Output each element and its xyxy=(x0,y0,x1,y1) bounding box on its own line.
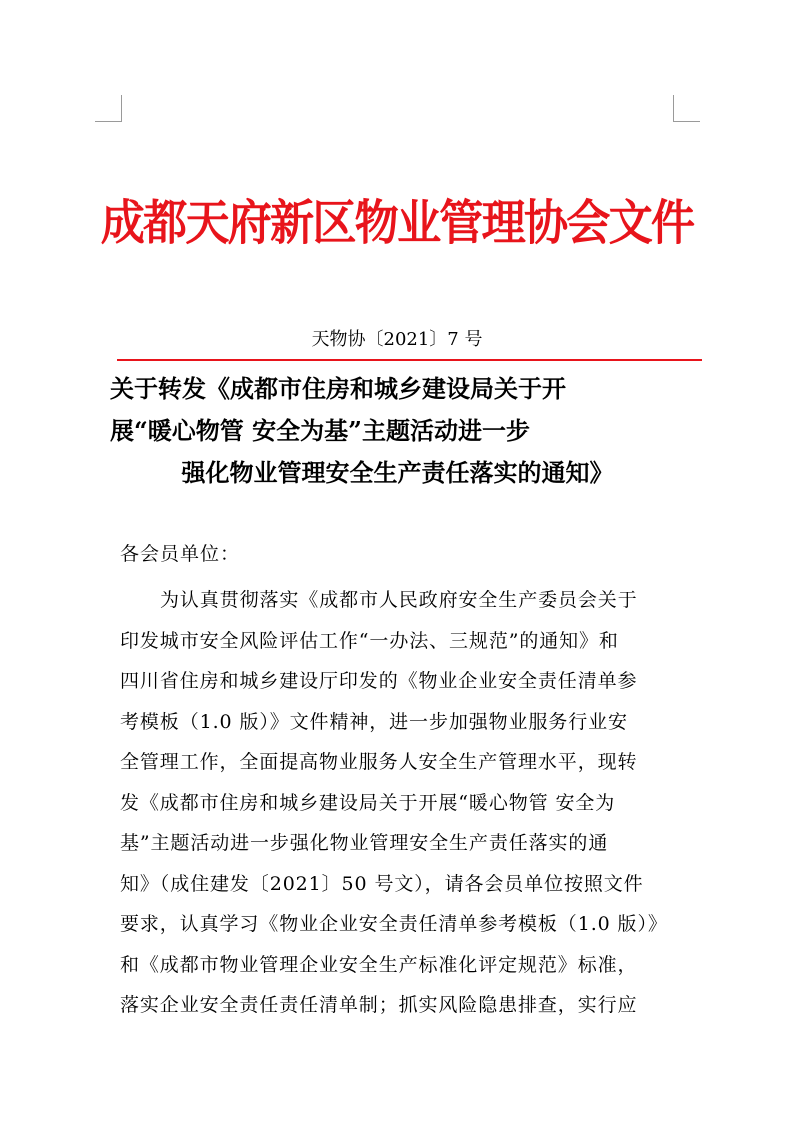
body-line: 全管理工作，全面提高物业服务人安全生产管理水平，现转 xyxy=(120,751,638,773)
body-text xyxy=(120,580,680,1026)
body-line: 基”主题活动进一步强化物业管理安全生产责任落实的通 xyxy=(120,832,609,854)
red-separator-line xyxy=(117,359,702,361)
body-line: 四川省住房和城乡建设厅印发的《物业企业安全责任清单参 xyxy=(120,670,638,692)
body-line: 发《成都市住房和城乡建设局关于开展“暖心物管 安全为 xyxy=(120,791,616,814)
body-line: 知》（成住建发〔2021〕50 号文），请各会员单位按照文件 xyxy=(120,872,644,895)
notice-title xyxy=(110,368,685,494)
body-line: 印发城市安全风险评估工作“一办法、三规范”的通知》和 xyxy=(120,629,619,652)
notice-title-line: 关于转发《成都市住房和城乡建设局关于开 xyxy=(110,374,566,403)
crop-mark-top-right xyxy=(673,95,700,122)
salutation: 各会员单位： xyxy=(120,543,241,565)
body-line: 落实企业安全责任责任清单制；抓实风险隐患排查，实行应 xyxy=(120,994,638,1016)
notice-title-line: 展“暖心物管 安全为基”主题活动进一步 xyxy=(110,416,530,445)
body-line: 为认真贯彻落实《成都市人民政府安全生产委员会关于 xyxy=(160,589,638,611)
notice-title-line: 强化物业管理安全生产责任落实的通知》 xyxy=(181,458,614,487)
organization-document-header: 成都天府新区物业管理协会文件 xyxy=(100,195,694,251)
body-line: 考模板（1.0 版）》文件精神，进一步加强物业服务行业安 xyxy=(120,710,628,733)
crop-mark-top-left xyxy=(95,95,122,122)
document-number: 天物协〔2021〕7 号 xyxy=(311,329,483,350)
body-line: 要求，认真学习《物业企业安全责任清单参考模板（1.0 版）》 xyxy=(120,913,668,935)
body-line: 和《成都市物业管理企业安全生产标准化评定规范》标准， xyxy=(120,953,638,976)
